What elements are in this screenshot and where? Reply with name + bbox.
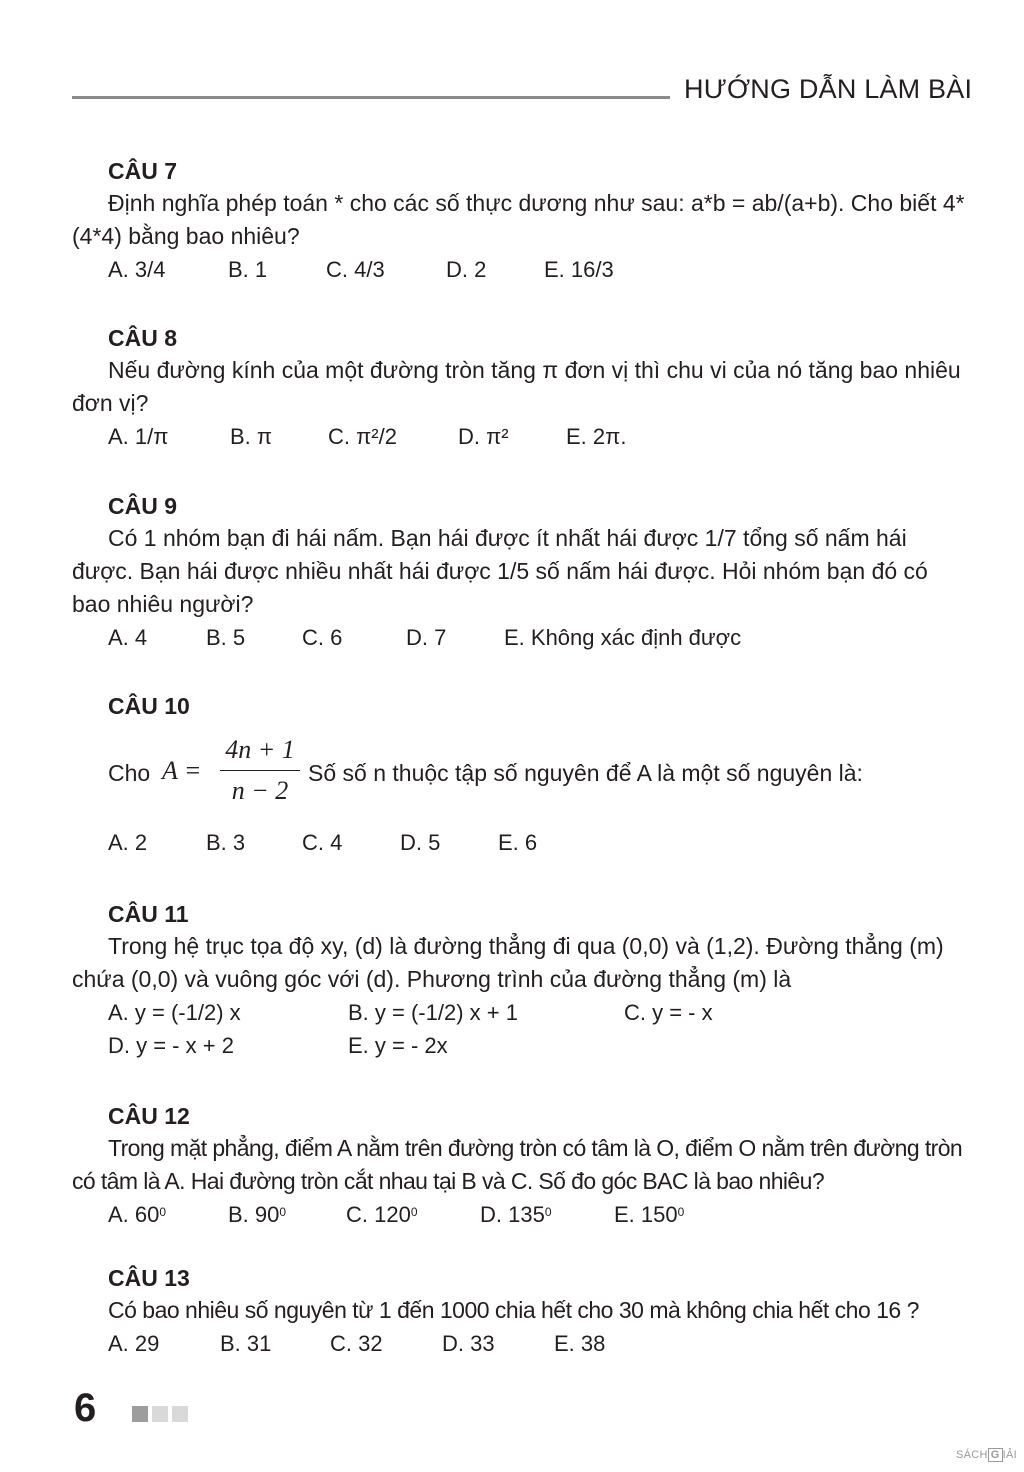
question-heading: CÂU 10 xyxy=(108,693,190,719)
option-b: B. 1 xyxy=(228,257,268,282)
option-a: A. 3/4 xyxy=(108,257,166,282)
option-b: B. 31 xyxy=(220,1331,272,1356)
option-d: D. y = - x + 2 xyxy=(108,1033,234,1058)
header-rule xyxy=(72,96,670,99)
question-text: Có 1 nhóm bạn đi hái nấm. Bạn hái được ít nhất hái được 1/7 tổng số nấm hái được. Bạn hái được nhiều nhất hái được 1/5 số nấm hái được. Hỏi nhóm bạn đó có bao nhiêu người? xyxy=(72,525,928,617)
option-c: C. 6 xyxy=(302,625,343,650)
question-text: Số số n thuộc tập số nguyên để A là một số nguyên là: xyxy=(308,760,863,786)
option-d: D. $135^0$ xyxy=(480,1202,552,1227)
formula-line xyxy=(108,732,972,822)
option-a: A. 2 xyxy=(108,830,148,855)
formula-lhs: A = xyxy=(162,756,202,785)
question-10 xyxy=(72,690,972,859)
option-d: D. 2 xyxy=(446,257,487,282)
question-13 xyxy=(72,1262,972,1360)
answer-options xyxy=(108,996,972,1029)
question-heading: CÂU 9 xyxy=(108,493,178,519)
option-e: E. 38 xyxy=(554,1331,606,1356)
question-text: Trong mặt phẳng, điểm A nằm trên đường tròn có tâm là O, điểm O nằm trên đường tròn có tâm là A. Hai đường tròn cắt nhau tại B và C. Số đo góc BAC là bao nhiêu? xyxy=(72,1135,963,1194)
fraction xyxy=(220,732,300,809)
option-b: B. y = (-1/2) x + 1 xyxy=(348,1000,518,1025)
question-8 xyxy=(72,322,972,453)
question-12 xyxy=(72,1100,972,1231)
answer-options xyxy=(108,621,972,654)
cho-label: Cho xyxy=(108,760,151,786)
page-dot xyxy=(132,1406,148,1422)
option-c: C. 4 xyxy=(302,830,343,855)
fraction-bar xyxy=(220,770,300,771)
fraction-numerator: 4n + 1 xyxy=(225,735,295,764)
option-e: E. 2π. xyxy=(566,424,627,449)
option-e: E. 6 xyxy=(498,830,538,855)
question-heading: CÂU 7 xyxy=(108,158,178,184)
option-d: D. 5 xyxy=(400,830,441,855)
option-a: A. $60^0$ xyxy=(108,1202,167,1227)
question-heading: CÂU 11 xyxy=(108,901,189,927)
option-e: E. $150^0$ xyxy=(614,1202,685,1227)
option-c: C. 4/3 xyxy=(326,257,385,282)
answer-options xyxy=(108,420,972,453)
option-b: B. π xyxy=(230,424,273,449)
page-dot xyxy=(152,1406,168,1422)
question-9 xyxy=(72,490,972,654)
option-b: B. 5 xyxy=(206,625,246,650)
question-text: Nếu đường kính của một đường tròn tăng π đơn vị thì chu vi của nó tăng bao nhiêu đơn vị? xyxy=(72,357,961,416)
question-text: Định nghĩa phép toán * cho các số thực dương như sau: a*b = ab/(a+b). Cho biết 4*(4*4) bằng bao nhiêu? xyxy=(72,190,965,249)
answer-options xyxy=(108,1327,972,1360)
option-b: B. 3 xyxy=(206,830,246,855)
option-e: E. Không xác định được xyxy=(504,625,742,650)
option-e: E. y = - 2x xyxy=(348,1033,448,1058)
question-11 xyxy=(72,898,972,1062)
question-heading: CÂU 12 xyxy=(108,1103,190,1129)
option-d: D. π² xyxy=(458,424,509,449)
option-a: A. 1/π xyxy=(108,424,169,449)
option-e: E. 16/3 xyxy=(544,257,614,282)
option-a: A. 4 xyxy=(108,625,148,650)
answer-options xyxy=(108,1198,972,1231)
page-header-title: HƯỚNG DẪN LÀM BÀI xyxy=(684,74,973,104)
fraction-denominator: n − 2 xyxy=(231,776,289,805)
question-text: Có bao nhiêu số nguyên từ 1 đến 1000 chia hết cho 30 mà không chia hết cho 16 ? xyxy=(108,1297,919,1323)
option-d: D. 7 xyxy=(406,625,447,650)
question-7 xyxy=(72,155,972,286)
answer-options-row-2 xyxy=(108,1029,972,1062)
watermark-logo: SÁCH G IẢI xyxy=(956,1449,1017,1461)
page-number: 6 xyxy=(74,1386,97,1430)
option-c: C. $120^0$ xyxy=(346,1202,418,1227)
question-text: Trong hệ trục tọa độ xy, (d) là đường thẳng đi qua (0,0) và (1,2). Đường thẳng (m) chứa (0,0) và vuông góc với (d). Phương trình của đường thẳng (m) là xyxy=(72,933,944,992)
option-c: C. 32 xyxy=(330,1331,383,1356)
answer-options xyxy=(108,826,972,859)
question-heading: CÂU 8 xyxy=(108,325,178,351)
page-dots xyxy=(132,1406,188,1422)
question-heading: CÂU 13 xyxy=(108,1265,190,1291)
option-c: C. y = - x xyxy=(624,1000,713,1025)
option-d: D. 33 xyxy=(442,1331,495,1356)
option-b: B. $90^0$ xyxy=(228,1202,287,1227)
page-dot xyxy=(172,1406,188,1422)
option-c: C. π²/2 xyxy=(328,424,397,449)
option-a: A. 29 xyxy=(108,1331,160,1356)
answer-options xyxy=(108,253,972,286)
option-a: A. y = (-1/2) x xyxy=(108,1000,241,1025)
